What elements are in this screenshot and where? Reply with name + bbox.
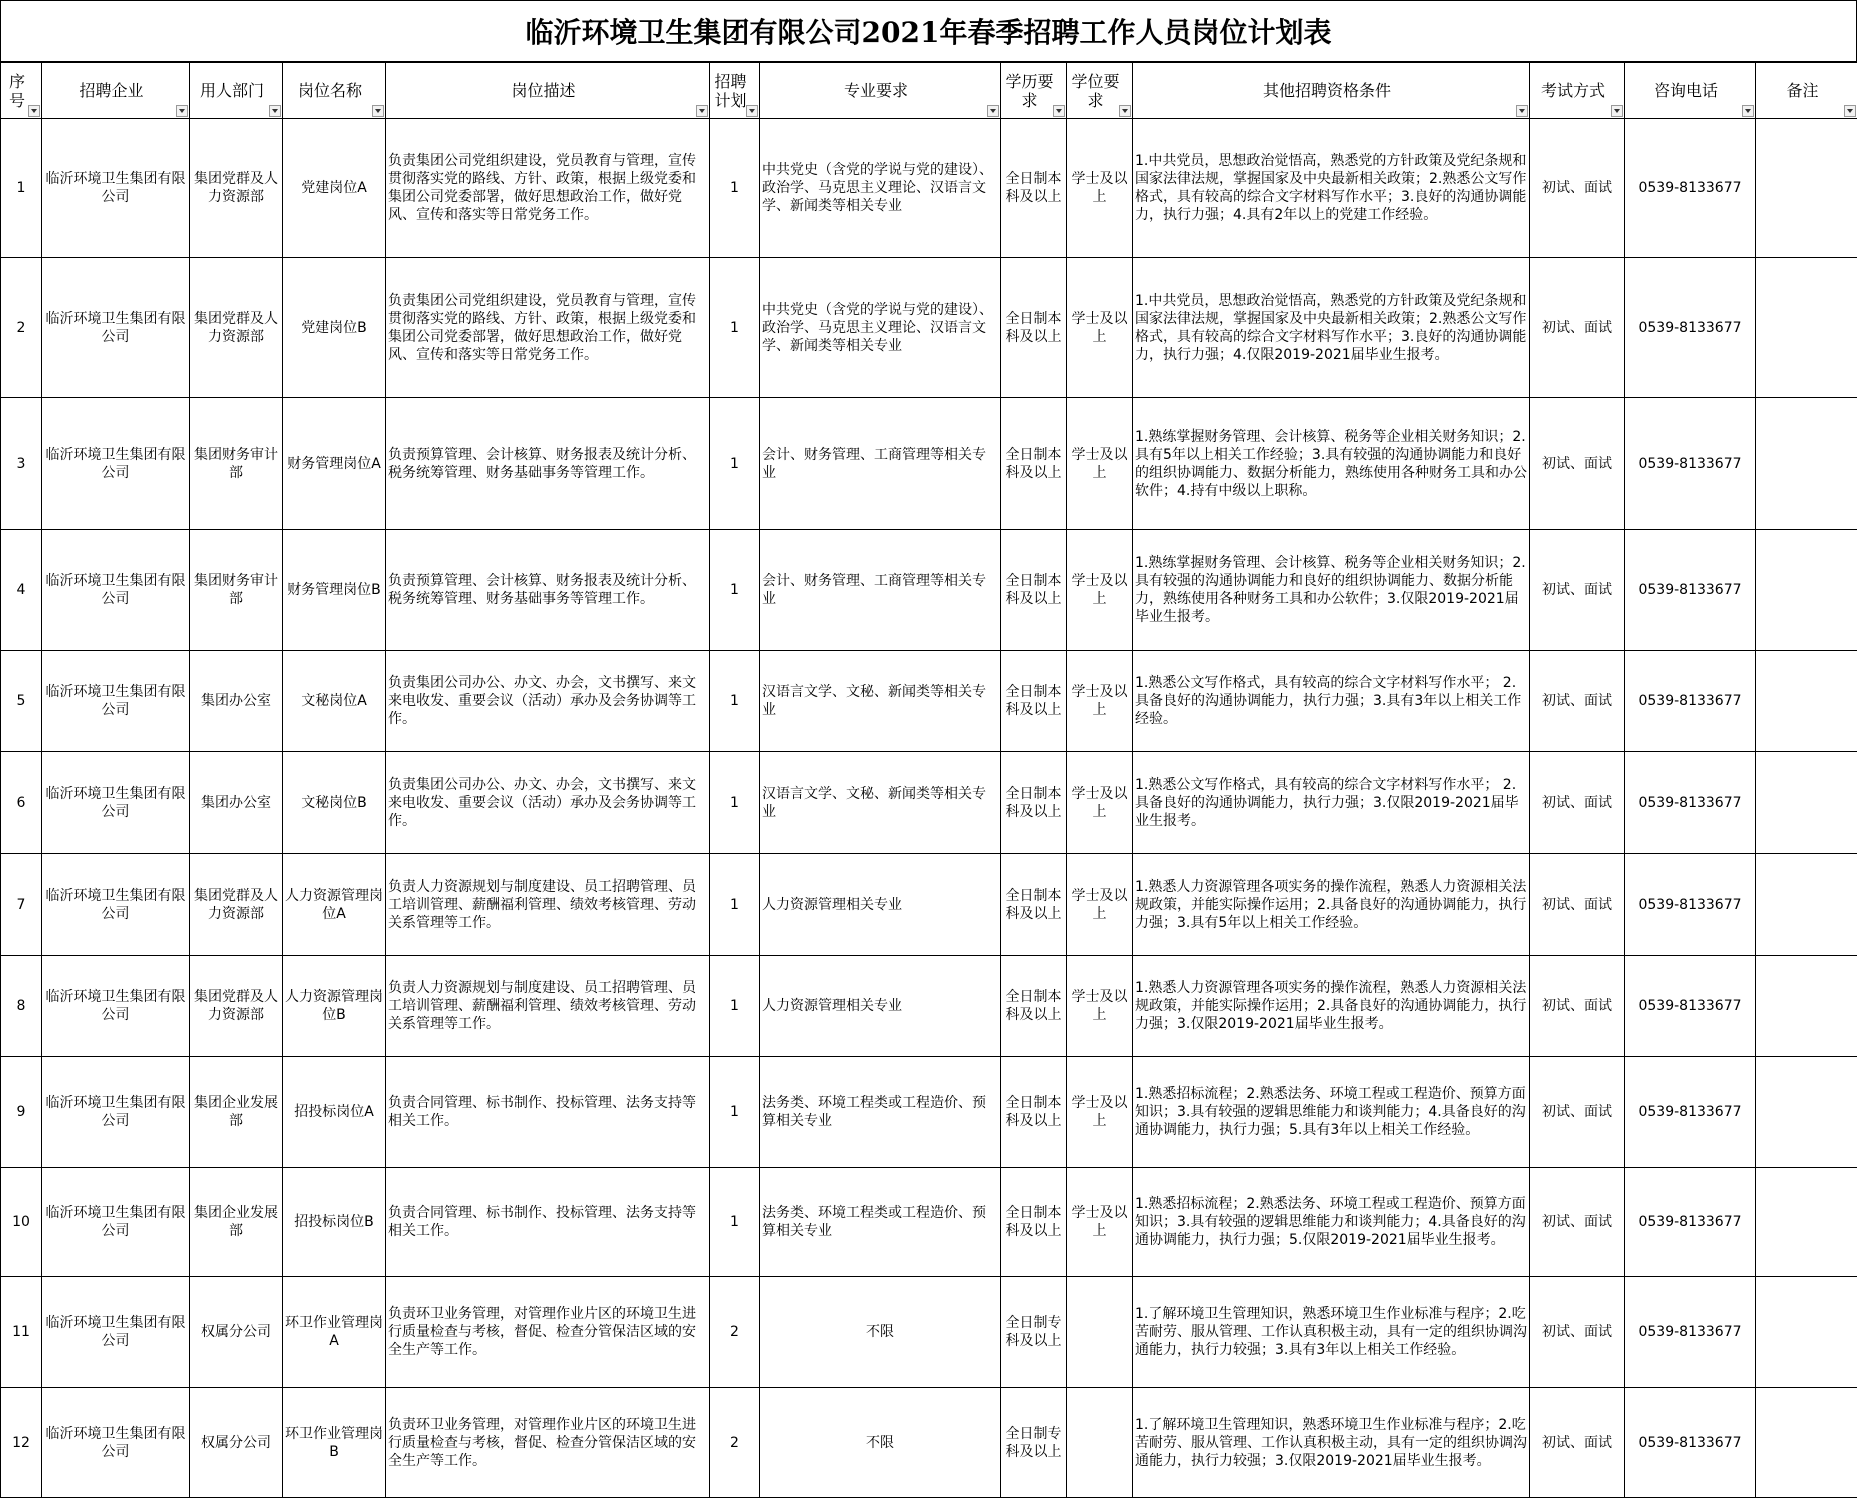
table-row — [1, 530, 1857, 651]
header-desc: 岗位描述 — [386, 63, 710, 119]
table-row — [1, 1277, 1857, 1388]
cell-company[interactable]: 临沂环境卫生集团有限公司 — [42, 854, 190, 956]
cell-edu[interactable]: 全日制专科及以上 — [1001, 1388, 1067, 1498]
filter-dropdown-icon[interactable] — [1844, 105, 1856, 117]
cell-other[interactable]: 1.熟练掌握财务管理、会计核算、税务等企业相关财务知识；2.具有较强的沟通协调能力和良好的组织协调能力、数据分析能力，熟练使用各种财务工具和办公软件；3.仅限2019-2021届毕业生报考。 — [1133, 530, 1530, 651]
filter-dropdown-icon[interactable] — [1119, 105, 1131, 117]
cell-edu[interactable]: 全日制专科及以上 — [1001, 1277, 1067, 1388]
cell-major[interactable]: 中共党史（含党的学说与党的建设）、政治学、马克思主义理论、汉语言文学、新闻类等相关专业 — [760, 258, 1001, 398]
cell-phone[interactable]: 0539-8133677 — [1625, 530, 1756, 651]
cell-degree[interactable]: 学士及以上 — [1067, 1168, 1133, 1277]
cell-edu[interactable]: 全日制本科及以上 — [1001, 854, 1067, 956]
cell-edu[interactable]: 全日制本科及以上 — [1001, 752, 1067, 854]
cell-exam[interactable]: 初试、面试 — [1530, 854, 1625, 956]
cell-edu[interactable]: 全日制本科及以上 — [1001, 258, 1067, 398]
filter-dropdown-icon[interactable] — [746, 105, 758, 117]
filter-dropdown-icon[interactable] — [1053, 105, 1065, 117]
job-plan-table — [0, 62, 1857, 1498]
header-position: 岗位名称 — [283, 63, 386, 119]
cell-other[interactable]: 1.了解环境卫生管理知识，熟悉环境卫生作业标准与程序；2.吃苦耐劳、服从管理、工作认真积极主动，具有一定的组织协调沟通能力，执行力较强；3.具有3年以上相关工作经验。 — [1133, 1277, 1530, 1388]
cell-degree[interactable]: 学士及以上 — [1067, 258, 1133, 398]
cell-note[interactable] — [1756, 1388, 1857, 1498]
filter-dropdown-icon[interactable] — [696, 105, 708, 117]
cell-dept[interactable]: 集团企业发展部 — [190, 1057, 283, 1168]
cell-exam[interactable]: 初试、面试 — [1530, 1057, 1625, 1168]
cell-company[interactable]: 临沂环境卫生集团有限公司 — [42, 258, 190, 398]
cell-company[interactable]: 临沂环境卫生集团有限公司 — [42, 752, 190, 854]
cell-major[interactable]: 不限 — [760, 1388, 1001, 1498]
cell-desc[interactable]: 负责集团公司办公、办文、办会，文书撰写、来文来电收发、重要会议（活动）承办及会务协调等工作。 — [386, 651, 710, 752]
cell-edu[interactable]: 全日制本科及以上 — [1001, 956, 1067, 1057]
cell-index[interactable]: 6 — [1, 752, 42, 854]
cell-major[interactable]: 人力资源管理相关专业 — [760, 956, 1001, 1057]
sheet-title: 临沂环境卫生集团有限公司2021年春季招聘工作人员岗位计划表 — [0, 0, 1857, 62]
cell-index[interactable]: 5 — [1, 651, 42, 752]
cell-company[interactable]: 临沂环境卫生集团有限公司 — [42, 119, 190, 258]
cell-dept[interactable]: 集团党群及人力资源部 — [190, 258, 283, 398]
cell-major[interactable]: 不限 — [760, 1277, 1001, 1388]
cell-desc[interactable]: 负责预算管理、会计核算、财务报表及统计分析、税务统筹管理、财务基础事务等管理工作。 — [386, 530, 710, 651]
cell-degree[interactable]: 学士及以上 — [1067, 651, 1133, 752]
cell-phone[interactable]: 0539-8133677 — [1625, 854, 1756, 956]
cell-index[interactable]: 9 — [1, 1057, 42, 1168]
cell-degree[interactable]: 学士及以上 — [1067, 530, 1133, 651]
cell-note[interactable] — [1756, 854, 1857, 956]
cell-plan[interactable]: 1 — [710, 530, 760, 651]
cell-degree[interactable]: 学士及以上 — [1067, 956, 1133, 1057]
cell-other[interactable]: 1.了解环境卫生管理知识，熟悉环境卫生作业标准与程序；2.吃苦耐劳、服从管理、工作认真积极主动，具有一定的组织协调沟通能力，执行力较强；3.仅限2019-2021届毕业生报考。 — [1133, 1388, 1530, 1498]
table-row — [1, 398, 1857, 530]
cell-phone[interactable]: 0539-8133677 — [1625, 1388, 1756, 1498]
cell-edu[interactable]: 全日制本科及以上 — [1001, 1168, 1067, 1277]
header-row — [1, 63, 1857, 119]
table-row — [1, 1168, 1857, 1277]
table-row — [1, 1388, 1857, 1498]
cell-plan[interactable]: 1 — [710, 1057, 760, 1168]
cell-index[interactable]: 2 — [1, 258, 42, 398]
cell-dept[interactable]: 集团财务审计部 — [190, 398, 283, 530]
cell-index[interactable]: 1 — [1, 119, 42, 258]
cell-index[interactable]: 8 — [1, 956, 42, 1057]
cell-dept[interactable]: 集团办公室 — [190, 752, 283, 854]
cell-major[interactable]: 人力资源管理相关专业 — [760, 854, 1001, 956]
cell-dept[interactable]: 集团党群及人力资源部 — [190, 854, 283, 956]
filter-dropdown-icon[interactable] — [1516, 105, 1528, 117]
cell-degree[interactable] — [1067, 1388, 1133, 1498]
cell-company[interactable]: 临沂环境卫生集团有限公司 — [42, 956, 190, 1057]
cell-other[interactable]: 1.中共党员，思想政治觉悟高，熟悉党的方针政策及党纪条规和国家法律法规，掌握国家及中央最新相关政策；2.熟悉公文写作格式，具有较高的综合文字材料写作水平；3.良好的沟通协调能力，执行力强；4.具有2年以上的党建工作经验。 — [1133, 119, 1530, 258]
cell-desc[interactable]: 负责合同管理、标书制作、投标管理、法务支持等相关工作。 — [386, 1057, 710, 1168]
cell-index[interactable]: 12 — [1, 1388, 42, 1498]
cell-degree[interactable] — [1067, 1277, 1133, 1388]
cell-desc[interactable]: 负责人力资源规划与制度建设、员工招聘管理、员工培训管理、薪酬福利管理、绩效考核管理、劳动关系管理等工作。 — [386, 854, 710, 956]
filter-dropdown-icon[interactable] — [28, 105, 40, 117]
cell-phone[interactable]: 0539-8133677 — [1625, 119, 1756, 258]
table-row — [1, 119, 1857, 258]
cell-note[interactable] — [1756, 1168, 1857, 1277]
cell-degree[interactable]: 学士及以上 — [1067, 1057, 1133, 1168]
cell-dept[interactable]: 集团党群及人力资源部 — [190, 119, 283, 258]
cell-degree[interactable]: 学士及以上 — [1067, 398, 1133, 530]
cell-position[interactable]: 环卫作业管理岗A — [283, 1277, 386, 1388]
cell-phone[interactable]: 0539-8133677 — [1625, 1057, 1756, 1168]
header-major: 专业要求 — [760, 63, 1001, 119]
cell-other[interactable]: 1.熟悉招标流程；2.熟悉法务、环境工程或工程造价、预算方面知识；3.具有较强的逻辑思维能力和谈判能力；4.具备良好的沟通协调能力，执行力强；5.仅限2019-2021届毕业生报考。 — [1133, 1168, 1530, 1277]
cell-desc[interactable]: 负责预算管理、会计核算、财务报表及统计分析、税务统筹管理、财务基础事务等管理工作。 — [386, 398, 710, 530]
cell-other[interactable]: 1.熟悉人力资源管理各项实务的操作流程，熟悉人力资源相关法规政策，并能实际操作运用；2.具备良好的沟通协调能力，执行力强；3.具有5年以上相关工作经验。 — [1133, 854, 1530, 956]
cell-note[interactable] — [1756, 1277, 1857, 1388]
cell-other[interactable]: 1.熟悉人力资源管理各项实务的操作流程，熟悉人力资源相关法规政策，并能实际操作运用；2.具备良好的沟通协调能力，执行力强；3.仅限2019-2021届毕业生报考。 — [1133, 956, 1530, 1057]
cell-index[interactable]: 11 — [1, 1277, 42, 1388]
cell-position[interactable]: 人力资源管理岗位B — [283, 956, 386, 1057]
cell-index[interactable]: 7 — [1, 854, 42, 956]
cell-dept[interactable]: 权属分公司 — [190, 1388, 283, 1498]
cell-exam[interactable]: 初试、面试 — [1530, 651, 1625, 752]
header-plan: 招聘计划 — [710, 63, 760, 119]
cell-desc[interactable]: 负责环卫业务管理，对管理作业片区的环境卫生进行质量检查与考核，督促、检查分管保洁区域的安全生产等工作。 — [386, 1388, 710, 1498]
filter-dropdown-icon[interactable] — [987, 105, 999, 117]
cell-plan[interactable]: 1 — [710, 258, 760, 398]
table-row — [1, 258, 1857, 398]
cell-position[interactable]: 财务管理岗位B — [283, 530, 386, 651]
cell-degree[interactable]: 学士及以上 — [1067, 854, 1133, 956]
header-phone: 咨询电话 — [1625, 63, 1756, 119]
cell-position[interactable]: 环卫作业管理岗B — [283, 1388, 386, 1498]
cell-company[interactable]: 临沂环境卫生集团有限公司 — [42, 1057, 190, 1168]
cell-exam[interactable]: 初试、面试 — [1530, 1388, 1625, 1498]
cell-note[interactable] — [1756, 530, 1857, 651]
filter-dropdown-icon[interactable] — [1611, 105, 1623, 117]
cell-other[interactable]: 1.熟悉公文写作格式，具有较高的综合文字材料写作水平； 2.具备良好的沟通协调能力，执行力强；3.仅限2019-2021届毕业生报考。 — [1133, 752, 1530, 854]
cell-position[interactable]: 招投标岗位B — [283, 1168, 386, 1277]
cell-note[interactable] — [1756, 119, 1857, 258]
table-row — [1, 752, 1857, 854]
cell-exam[interactable]: 初试、面试 — [1530, 119, 1625, 258]
cell-note[interactable] — [1756, 398, 1857, 530]
cell-desc[interactable]: 负责集团公司党组织建设，党员教育与管理，宣传贯彻落实党的路线、方针、政策，根据上级党委和集团公司党委部署，做好思想政治工作，做好党风、宣传和落实等日常党务工作。 — [386, 258, 710, 398]
cell-position[interactable]: 党建岗位B — [283, 258, 386, 398]
cell-edu[interactable]: 全日制本科及以上 — [1001, 1057, 1067, 1168]
header-company: 招聘企业 — [42, 63, 190, 119]
cell-phone[interactable]: 0539-8133677 — [1625, 956, 1756, 1057]
cell-company[interactable]: 临沂环境卫生集团有限公司 — [42, 1388, 190, 1498]
cell-major[interactable]: 法务类、环境工程类或工程造价、预算相关专业 — [760, 1057, 1001, 1168]
cell-note[interactable] — [1756, 651, 1857, 752]
cell-position[interactable]: 人力资源管理岗位A — [283, 854, 386, 956]
cell-position[interactable]: 党建岗位A — [283, 119, 386, 258]
cell-dept[interactable]: 集团办公室 — [190, 651, 283, 752]
cell-plan[interactable]: 1 — [710, 854, 760, 956]
cell-major[interactable]: 会计、财务管理、工商管理等相关专业 — [760, 398, 1001, 530]
table-row — [1, 956, 1857, 1057]
cell-company[interactable]: 临沂环境卫生集团有限公司 — [42, 398, 190, 530]
cell-company[interactable]: 临沂环境卫生集团有限公司 — [42, 1277, 190, 1388]
cell-major[interactable]: 会计、财务管理、工商管理等相关专业 — [760, 530, 1001, 651]
cell-position[interactable]: 文秘岗位A — [283, 651, 386, 752]
header-note: 备注 — [1756, 63, 1857, 119]
cell-desc[interactable]: 负责集团公司办公、办文、办会，文书撰写、来文来电收发、重要会议（活动）承办及会务协调等工作。 — [386, 752, 710, 854]
cell-position[interactable]: 文秘岗位B — [283, 752, 386, 854]
cell-position[interactable]: 招投标岗位A — [283, 1057, 386, 1168]
cell-major[interactable]: 汉语言文学、文秘、新闻类等相关专业 — [760, 752, 1001, 854]
cell-note[interactable] — [1756, 258, 1857, 398]
cell-company[interactable]: 临沂环境卫生集团有限公司 — [42, 530, 190, 651]
cell-exam[interactable]: 初试、面试 — [1530, 530, 1625, 651]
filter-dropdown-icon[interactable] — [372, 105, 384, 117]
cell-index[interactable]: 3 — [1, 398, 42, 530]
cell-phone[interactable]: 0539-8133677 — [1625, 258, 1756, 398]
cell-plan[interactable]: 1 — [710, 956, 760, 1057]
cell-position[interactable]: 财务管理岗位A — [283, 398, 386, 530]
cell-plan[interactable]: 1 — [710, 651, 760, 752]
cell-other[interactable]: 1.中共党员，思想政治觉悟高，熟悉党的方针政策及党纪条规和国家法律法规，掌握国家及中央最新相关政策；2.熟悉公文写作格式，具有较高的综合文字材料写作水平；3.良好的沟通协调能力，执行力强；4.仅限2019-2021届毕业生报考。 — [1133, 258, 1530, 398]
cell-dept[interactable]: 集团党群及人力资源部 — [190, 956, 283, 1057]
cell-dept[interactable]: 集团财务审计部 — [190, 530, 283, 651]
cell-phone[interactable]: 0539-8133677 — [1625, 398, 1756, 530]
header-index: 序号 — [1, 63, 42, 119]
header-other: 其他招聘资格条件 — [1133, 63, 1530, 119]
cell-plan[interactable]: 1 — [710, 752, 760, 854]
cell-dept[interactable]: 集团企业发展部 — [190, 1168, 283, 1277]
cell-phone[interactable]: 0539-8133677 — [1625, 651, 1756, 752]
filter-dropdown-icon[interactable] — [1742, 105, 1754, 117]
filter-dropdown-icon[interactable] — [269, 105, 281, 117]
cell-note[interactable] — [1756, 1057, 1857, 1168]
header-exam: 考试方式 — [1530, 63, 1625, 119]
header-dept: 用人部门 — [190, 63, 283, 119]
cell-desc[interactable]: 负责集团公司党组织建设，党员教育与管理，宣传贯彻落实党的路线、方针、政策，根据上级党委和集团公司党委部署，做好思想政治工作，做好党风、宣传和落实等日常党务工作。 — [386, 119, 710, 258]
header-degree: 学位要求 — [1067, 63, 1133, 119]
table-row — [1, 854, 1857, 956]
cell-exam[interactable]: 初试、面试 — [1530, 752, 1625, 854]
cell-exam[interactable]: 初试、面试 — [1530, 1277, 1625, 1388]
cell-degree[interactable]: 学士及以上 — [1067, 752, 1133, 854]
cell-major[interactable]: 法务类、环境工程类或工程造价、预算相关专业 — [760, 1168, 1001, 1277]
cell-plan[interactable]: 1 — [710, 119, 760, 258]
cell-major[interactable]: 汉语言文学、文秘、新闻类等相关专业 — [760, 651, 1001, 752]
cell-exam[interactable]: 初试、面试 — [1530, 258, 1625, 398]
cell-edu[interactable]: 全日制本科及以上 — [1001, 119, 1067, 258]
cell-plan[interactable]: 2 — [710, 1277, 760, 1388]
cell-desc[interactable]: 负责合同管理、标书制作、投标管理、法务支持等相关工作。 — [386, 1168, 710, 1277]
cell-edu[interactable]: 全日制本科及以上 — [1001, 651, 1067, 752]
cell-degree[interactable]: 学士及以上 — [1067, 119, 1133, 258]
cell-phone[interactable]: 0539-8133677 — [1625, 1277, 1756, 1388]
cell-other[interactable]: 1.熟练掌握财务管理、会计核算、税务等企业相关财务知识；2.具有5年以上相关工作经验；3.具有较强的沟通协调能力和良好的组织协调能力、数据分析能力，熟练使用各种财务工具和办公软件；4.持有中级以上职称。 — [1133, 398, 1530, 530]
filter-dropdown-icon[interactable] — [176, 105, 188, 117]
table-row — [1, 1057, 1857, 1168]
cell-major[interactable]: 中共党史（含党的学说与党的建设）、政治学、马克思主义理论、汉语言文学、新闻类等相关专业 — [760, 119, 1001, 258]
cell-company[interactable]: 临沂环境卫生集团有限公司 — [42, 1168, 190, 1277]
cell-edu[interactable]: 全日制本科及以上 — [1001, 398, 1067, 530]
cell-exam[interactable]: 初试、面试 — [1530, 398, 1625, 530]
cell-company[interactable]: 临沂环境卫生集团有限公司 — [42, 651, 190, 752]
cell-exam[interactable]: 初试、面试 — [1530, 1168, 1625, 1277]
cell-exam[interactable]: 初试、面试 — [1530, 956, 1625, 1057]
table-row — [1, 651, 1857, 752]
cell-phone[interactable]: 0539-8133677 — [1625, 1168, 1756, 1277]
cell-other[interactable]: 1.熟悉招标流程；2.熟悉法务、环境工程或工程造价、预算方面知识；3.具有较强的逻辑思维能力和谈判能力；4.具备良好的沟通协调能力，执行力强；5.具有3年以上相关工作经验。 — [1133, 1057, 1530, 1168]
cell-note[interactable] — [1756, 956, 1857, 1057]
cell-index[interactable]: 4 — [1, 530, 42, 651]
cell-note[interactable] — [1756, 752, 1857, 854]
header-edu: 学历要求 — [1001, 63, 1067, 119]
cell-other[interactable]: 1.熟悉公文写作格式，具有较高的综合文字材料写作水平； 2.具备良好的沟通协调能力，执行力强；3.具有3年以上相关工作经验。 — [1133, 651, 1530, 752]
cell-phone[interactable]: 0539-8133677 — [1625, 752, 1756, 854]
cell-plan[interactable]: 1 — [710, 1168, 760, 1277]
cell-plan[interactable]: 1 — [710, 398, 760, 530]
cell-desc[interactable]: 负责人力资源规划与制度建设、员工招聘管理、员工培训管理、薪酬福利管理、绩效考核管理、劳动关系管理等工作。 — [386, 956, 710, 1057]
cell-edu[interactable]: 全日制本科及以上 — [1001, 530, 1067, 651]
cell-desc[interactable]: 负责环卫业务管理，对管理作业片区的环境卫生进行质量检查与考核，督促、检查分管保洁区域的安全生产等工作。 — [386, 1277, 710, 1388]
cell-dept[interactable]: 权属分公司 — [190, 1277, 283, 1388]
cell-plan[interactable]: 2 — [710, 1388, 760, 1498]
cell-index[interactable]: 10 — [1, 1168, 42, 1277]
